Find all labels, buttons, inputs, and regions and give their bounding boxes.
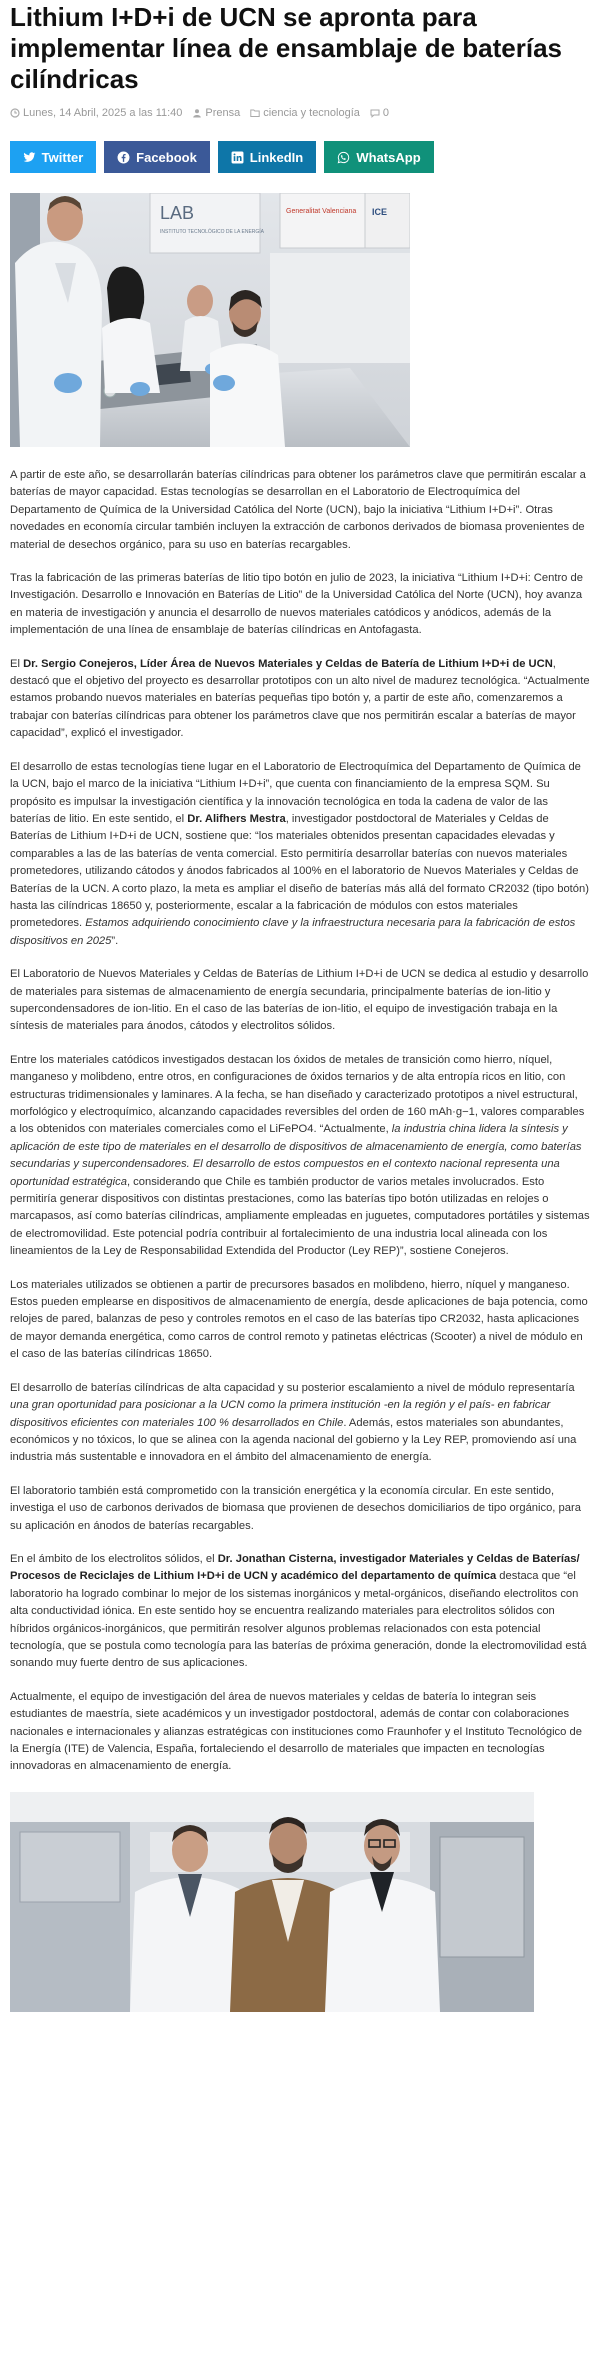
p3-text-c: , destacó que el objetivo del proyecto es desarrollar prototipos con un alto nivel de madurez tecnológica. “Actualmente estamos probando nuevos materiales en baterías pequeñas tipo botón y, a partir de este año, comenzaremos a trabajar con baterías cilíndricas para obtener los parámetros clave que nos permitirán escalar a baterías de mayor capacidad”, explicó el investigador. (10, 657, 590, 740)
meta-date (10, 107, 182, 119)
share-bar (10, 141, 590, 173)
share-whatsapp-label: WhatsApp (356, 149, 421, 165)
clock-icon (10, 108, 20, 118)
meta-category-text: ciencia y tecnología (263, 107, 360, 119)
paragraph-2: Tras la fabricación de las primeras baterías de litio tipo botón en julio de 2023, la iniciativa “Lithium I+D+i: Centro de Investigación. Desarrollo e Innovación en Baterías de Litio” de la Universidad Católica del Norte (UCN), hoy avanza en materia de investigación y anuncia el desarrollo de nuevos materiales catódicos y anódicos, además de la implementación de una línea de ensamblaje de baterías cilíndricas en Antofagasta. (10, 572, 583, 637)
p10-bold-name: Dr. Jonathan Cisterna, investigador Materiales y Celdas de Baterías/ Procesos de Reciclajes de Lithium I+D+i de UCN y académico del departamento de química (10, 1552, 580, 1583)
meta-comments[interactable] (370, 107, 389, 119)
generalitat-sign: Generalitat Valenciana (286, 208, 357, 215)
ice-sign: ICE (372, 207, 388, 217)
p4-text-c: , investigador postdoctoral de Materiales y Celdas de Baterías de Lithium I+D+i de UCN, sostiene que: “los materiales obtenidos presentan capacidades elevadas y comparables a las de las baterías de venta comercial. Esto permitiría desarrollar baterías con nuevos materiales prometedores, utilizando cátodos y ánodos fabricados al 100% en el laboratorio de Nuevos Materiales y Celdas de Baterías de la UCN. A corto plazo, la meta es ampliar el diseño de baterías más allá del formato CR2032 (tipo botón) hasta las cilíndricas 18650 y, posteriormente, escalar a la fabricación de módulos con estos materiales prometedores. (10, 812, 589, 930)
meta-date-text: Lunes, 14 Abril, 2025 a las 11:40 (23, 107, 183, 119)
p10-text-c: destaca que “el laboratorio ha logrado combinar lo mejor de los sistemas inorgánicos y metal-orgánicos, diseñando electrolitos con alta conductividad iónica. En este sentido hoy se encuentra realizando materiales para electrolitos sólidos con híbridos orgánicos-inorgánicos, que permitirán resolver algunos problemas relacionados con esta potencial tecnología, que se postula como tecnología para las baterías de próxima generación, donde la electromovilidad está sonando muy fuerte dentro de sus aplicaciones. (10, 1570, 587, 1670)
p4-text-e: ”. (111, 934, 119, 947)
p10-text-a: En el ámbito de los electrolitos sólidos, el (10, 1552, 218, 1565)
paragraph-11: Actualmente, el equipo de investigación del área de nuevos materiales y celdas de batería lo integran seis estudiantes de maestría, siete académicos y un investigador postdoctoral, además de contar con colaboraciones nacionales e internacionales y alianzas estratégicas con instituciones como Fraunhofer y el Instituto Tecnológico de la Energía (ITE) de Valencia, España, fortaleciendo el desarrollo de materiales que impacten en tecnologías innovadoras en almacenamiento de energía. (10, 1690, 582, 1773)
share-twitter-label: Twitter (41, 149, 84, 165)
p4-italic-quote: Estamos adquiriendo conocimiento clave y la infraestructura necesaria para la fabricación de estos dispositivos en 2025 (10, 917, 576, 947)
twitter-icon (23, 151, 36, 164)
user-icon (192, 108, 202, 118)
whatsapp-icon (337, 151, 350, 164)
lab-sign-subtitle: INSTITUTO TECNOLÓGICO DE LA ENERGÍA (160, 229, 265, 235)
meta-author-text: Prensa (205, 107, 241, 119)
share-twitter-button[interactable] (10, 141, 96, 173)
meta-author[interactable] (192, 107, 240, 119)
paragraph-1: A partir de este año, se desarrollarán baterías cilíndricas para obtener los parámetros clave que permitirán escalar a baterías de mayor capacidad. Estas tecnologías se desarrollan en el Laboratorio de Electroquímica del Departamento de Química de la Universidad Católica del Norte (UCN), bajo la iniciativa “Lithium I+D+i”. Otras novedades en economía circular también incluyen la extracción de carbonos derivados de biomasa provenientes de material de desechos orgánico, para su uso en baterías recargables. (10, 469, 586, 551)
share-linkedin-button[interactable] (218, 141, 316, 173)
paragraph-3 (10, 656, 590, 743)
paragraph-7: Los materiales utilizados se obtienen a partir de precursores basados en molibdeno, hierro, níquel y manganeso. Estos pueden emplearse en dispositivos de almacenamiento de energía, desde aplicaciones de baja potencia, como relojes de pared, balanzas de peso y controles remotos en el caso de las baterías tipo CR2032, hasta aplicaciones de mayor demanda energética, como carros de control remoto y patinetas eléctricas (Scooter) a nivel de módulo en el caso de las baterías cilíndricas 18650. (10, 1278, 588, 1361)
p8-text-c: . Además, estos materiales son abundantes, económicos y no tóxicos, lo que se alinea con la agenda nacional del gobierno y la Ley REP, promoviendo así una industria más sustentable e innovadora en el ámbito del almacenamiento de energía. (10, 1416, 577, 1464)
paragraph-10 (10, 1551, 590, 1673)
meta-comments-count: 0 (382, 107, 390, 119)
p4-bold-name: Dr. Alifhers Mestra (187, 812, 286, 825)
article-page (0, 2, 600, 2012)
article-title: Lithium I+D+i de UCN se apronta para implementar línea de ensamblaje de baterías cilíndricas (10, 2, 563, 94)
comment-icon (370, 108, 380, 118)
p3-text-a: El (10, 657, 24, 670)
paragraph-6 (10, 1052, 590, 1261)
linkedin-icon (231, 151, 244, 164)
share-whatsapp-button[interactable] (324, 141, 434, 173)
p4-text-a: El desarrollo de estas tecnologías tiene lugar en el Laboratorio de Electroquímica del Departamento de Química de la UCN, bajo el marco de la iniciativa “Lithium I+D+i”, que cuenta con financiamiento de la empresa SQM. Su propósito es impulsar la investigación científica y la innovación tecnológica en toda la cadena de valor de las baterías de litio. En este sentido, el (10, 760, 581, 825)
paragraph-5: El Laboratorio de Nuevos Materiales y Celdas de Baterías de Lithium I+D+i de UCN se dedica al estudio y desarrollo de materiales para sistemas de almacenamiento de energía secundaria, principalmente baterías de ion-litio y supercondensadores de ion-litio. En el caso de las baterías de ion-litio, el equipo de investigación trabaja en la síntesis de materiales para ánodos, cátodos y electrolitos sólidos. (10, 968, 589, 1033)
p6-italic-quote: la industria china lidera la síntesis y aplicación de este tipo de materiales en el desarrollo de dispositivos de almacenamiento de energía, como baterías secundarias y supercondensadores. El desarrollo de estos compuestos en el contexto nacional representa una oportunidad estratégica (10, 1123, 582, 1188)
meta-category[interactable] (250, 107, 360, 119)
researchers-photo (10, 1792, 534, 2012)
facebook-icon (117, 151, 130, 164)
p8-text-a: El desarrollo de baterías cilíndricas de alta capacidad y su posterior escalamiento a nivel de módulo representaría (10, 1381, 575, 1394)
paragraph-4 (10, 759, 590, 950)
share-facebook-button[interactable] (104, 141, 210, 173)
p6-text-c: , considerando que Chile es también productor de varios metales involucrados. Esto permitiría generar dispositivos con distintas prestaciones, como las baterías tipo botón utilizadas en relojes o marcapasos, así como baterías cilíndricas, ampliamente empleadas en juguetes, computadores portátiles y sistemas de electromovilidad. Este potencial podría contribuir al fortalecimiento de una industria local alineada con los lineamientos de la Ley de Responsabilidad Extendida del Productor (Ley REP)”, sostiene Conejeros. (10, 1175, 590, 1258)
paragraph-9: El laboratorio también está comprometido con la transición energética y la economía circular. En este sentido, investiga el uso de carbonos derivados de biomasa que provienen de desechos domiciliarios de tipo orgánico, para su aplicación en ánodos de baterías recargables. (10, 1484, 581, 1532)
share-facebook-label: Facebook (136, 149, 197, 165)
p3-bold-name: Dr. Sergio Conejeros, Líder Área de Nuevos Materiales y Celdas de Batería de Lithium I+D+i de UCN (23, 657, 553, 670)
article-body (10, 467, 590, 1776)
lab-sign-logo: LAB (160, 203, 195, 223)
p8-italic-quote: una gran oportunidad para posicionar a la UCN como la primera institución -en la región y el país- en fabricar dispositivos eficientes con materiales 100 % desarrollados en Chile (10, 1399, 551, 1429)
folder-icon (250, 108, 260, 118)
article-meta (10, 107, 590, 119)
paragraph-8 (10, 1380, 590, 1467)
share-linkedin-label: LinkedIn (249, 149, 304, 165)
lab-photo (10, 193, 410, 447)
p6-text-a: Entre los materiales catódicos investigados destacan los óxidos de metales de transición como hierro, níquel, manganeso y molibdeno, entre otros, en configuraciones de óxidos ternarios y de alta entropía ricos en litio, con estructuras tridimensionales y laminares. A la fecha, se han diseñado y caracterizado prototipos a nivel estructural, morfológico y electroquímico, alcanzando capacidades reversibles del orden de 160 mAh·g−1, valores comparables a los obtenidos con materiales comerciales como el LiFePO4. “Actualmente, (10, 1053, 585, 1136)
